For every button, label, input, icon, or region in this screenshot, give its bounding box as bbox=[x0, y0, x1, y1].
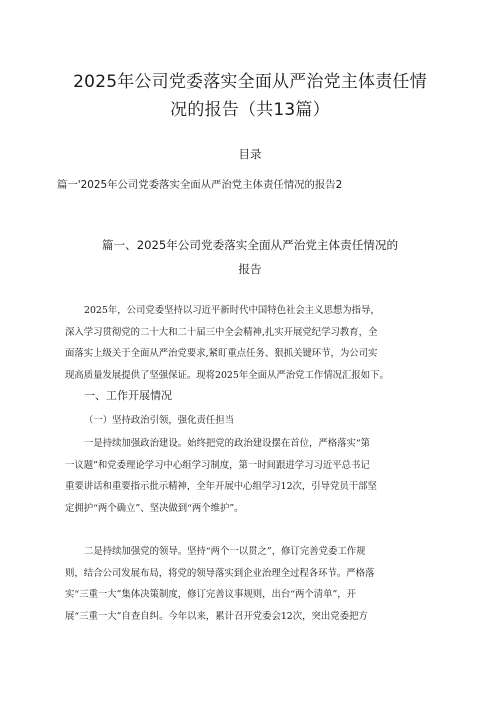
paragraph-political-building bbox=[65, 433, 437, 519]
paragraph-line: 定拥护“两个确立”、坚决做到“两个维护”。 bbox=[65, 502, 244, 514]
document-title-line-2: 况的报告（共13篇） bbox=[170, 100, 330, 120]
section-title bbox=[80, 233, 420, 281]
paragraph-line: 现高质量发展提供了坚强保证。现将2025年全面从严治党工作情况汇报如下。 bbox=[65, 369, 389, 381]
paragraph-line: 深入学习贯彻党的二十大和二十届三中全会精神,扎实开展党纪学习教育，全 bbox=[65, 326, 378, 338]
toc-entry[interactable]: 篇一'2025年公司党委落实全面从严治党主体责任情况的报告2 bbox=[57, 179, 343, 191]
paragraph-line: 则，结合公司发展布局，将党的领导落实到企业治理全过程各环节。严格落 bbox=[65, 567, 375, 579]
heading-level-2: （一）坚持政治引领，强化责任担当 bbox=[84, 415, 235, 426]
heading-level-1: 一、工作开展情况 bbox=[84, 389, 172, 402]
paragraph-line: 二是持续加强党的领导。坚持“两个一以贯之”，修订完善党委工作规 bbox=[84, 546, 366, 557]
section-title-line-2: 报告 bbox=[238, 262, 262, 276]
paragraph-line: 面落实上级关于全面从严治党要求,紧盯重点任务、狠抓关键环节，为公司实 bbox=[65, 348, 378, 359]
paragraph-line: 实“三重一大”集体决策制度，修订完善议事规则，出台“两个清单”，开 bbox=[65, 589, 357, 600]
paragraph-line: 重要讲话和重要指示批示精神，全年开展中心组学习12次，引导党员干部坚 bbox=[65, 481, 377, 492]
paragraph-line: 展“三重一大”自查自纠。今年以来，累计召开党委会12次，突出党委把方 bbox=[65, 610, 368, 622]
section-title-line-1: 篇一、2025年公司党委落实全面从严治党主体责任情况的 bbox=[101, 238, 399, 252]
paragraph-line: 一议题”和党委理论学习中心组学习制度，第一时间跟进学习习近平总书记 bbox=[65, 459, 370, 471]
document-title bbox=[60, 68, 440, 124]
paragraph-line: 2025年，公司党委坚持以习近平新时代中国特色社会主义思想为指导， bbox=[84, 305, 380, 316]
document-title-line-1: 2025年公司党委落实全面从严治党主体责任情 bbox=[73, 72, 427, 92]
paragraph-party-leadership bbox=[65, 541, 437, 627]
paragraph-intro bbox=[65, 300, 437, 386]
paragraph-line: 一是持续加强政治建设。始终把党的政治建设摆在首位，严格落实“第 bbox=[84, 438, 371, 449]
toc-heading: 目录 bbox=[238, 147, 262, 161]
